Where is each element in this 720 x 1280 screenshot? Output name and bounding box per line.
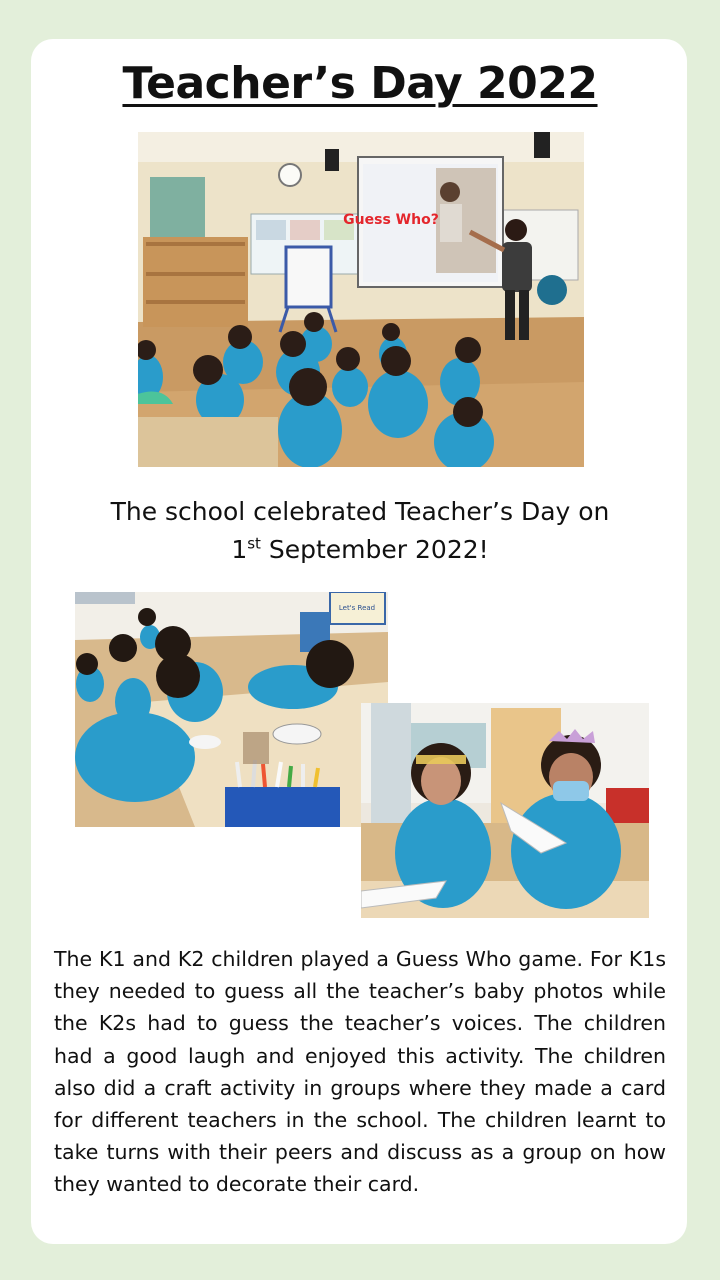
lets-read-sign: Let's Read (338, 604, 376, 612)
caption-line-2 (40, 531, 680, 569)
girls-cutting-photo (361, 703, 649, 918)
caption-line-1: The school celebrated Teacher’s Day on (110, 497, 610, 526)
page-title: Teacher’s Day 2022 (122, 58, 598, 109)
event-caption (40, 493, 680, 569)
classroom-guess-who-photo (138, 132, 584, 467)
caption-date-number: 1 (231, 535, 248, 564)
caption-date-rest: September 2022! (260, 535, 489, 564)
guess-who-text: Guess Who? (343, 212, 439, 228)
children-crafting-photo (75, 592, 388, 827)
activity-description: The K1 and K2 children played a Guess Who game. For K1s they needed to guess all the teacher’s baby photos while the K2s had to guess the teacher’s voices. The children had a good laugh and enjoyed this activity. The children also did a craft activity in groups where they made a card for different teachers in the school. The children learnt to take turns with their peers and discuss as a group on how they wanted to decorate their card. (54, 947, 666, 1197)
caption-date-suffix: st (247, 534, 261, 553)
